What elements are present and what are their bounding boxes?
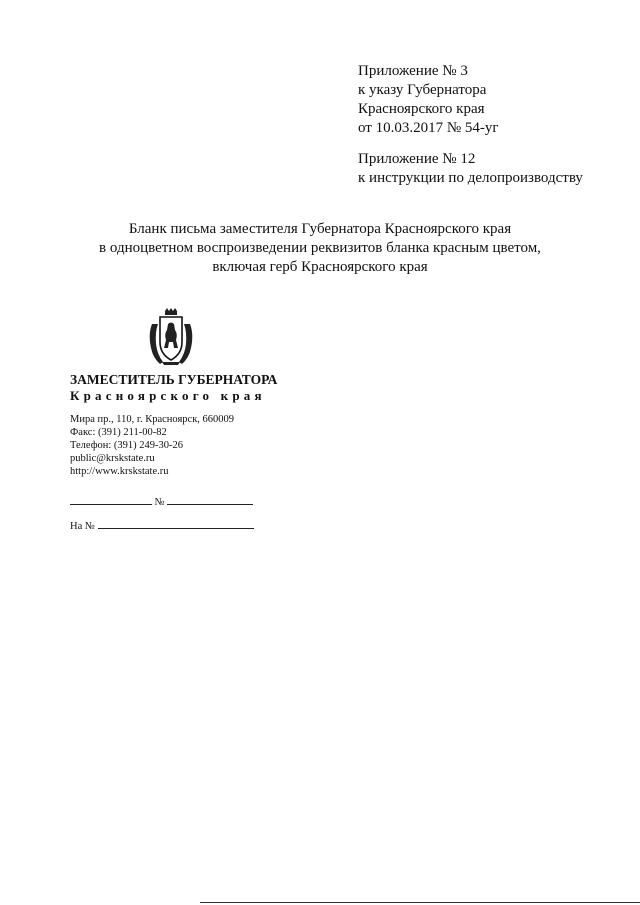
appendix-primary-line: к указу Губернатора [358,82,487,98]
address-line: Мира пр., 110, г. Красноярск, 660009 [70,414,235,425]
number-blank [167,494,253,505]
email-line: public@krskstate.ru [70,453,155,464]
reply-reference-blank [98,518,254,529]
date-blank [70,494,152,505]
appendix-secondary-line: Приложение № 12 [358,151,476,167]
letterhead-title: ЗАМЕСТИТЕЛЬ ГУБЕРНАТОРА [70,372,278,387]
phone-line: Телефон: (391) 249-30-26 [70,440,184,451]
letterhead-subtitle: Красноярского края [70,388,266,403]
appendix-primary [358,62,628,138]
form-caption [40,220,600,277]
reply-to-label: На № [70,521,95,532]
fax-line: Факс: (391) 211-00-82 [70,427,167,438]
appendix-primary-line: от 10.03.2017 № 54-уг [358,120,499,136]
letterhead-contacts [70,413,234,478]
appendix-secondary-line: к инструкции по делопроизводству [358,170,583,186]
number-sign: № [154,497,165,508]
reply-reference-row [70,518,254,533]
form-caption-line: включая герб Красноярского края [212,259,428,275]
date-number-row [70,494,253,509]
appendix-secondary [358,150,628,188]
website-line: http://www.krskstate.ru [70,466,169,477]
form-caption-line: в одноцветном воспроизведении реквизитов бланка красным цветом, [99,240,541,256]
appendix-primary-line: Красноярского края [358,101,485,117]
coat-of-arms-icon [146,308,196,366]
appendix-primary-line: Приложение № 3 [358,63,468,79]
page-bottom-rule [200,902,640,903]
form-caption-line: Бланк письма заместителя Губернатора Красноярского края [128,221,512,237]
